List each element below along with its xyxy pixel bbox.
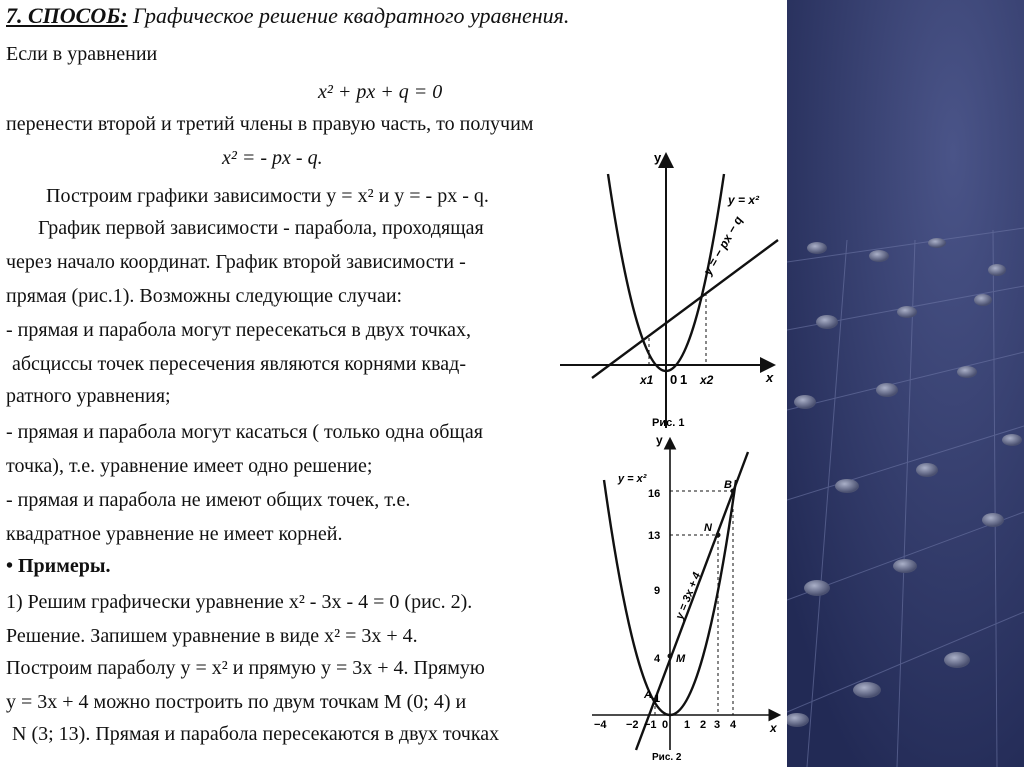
point-B-label: B (724, 479, 732, 491)
x-tick-neg1: −1 (644, 719, 657, 731)
text-line: N (3; 13). Прямая и парабола пересекаются в двух точках (12, 723, 500, 745)
x-tick-3: 3 (714, 719, 721, 731)
point-N (716, 533, 721, 538)
line (592, 240, 778, 378)
x-axis-label: x (770, 721, 777, 735)
equation: x² = - px - q. (222, 147, 323, 169)
point-M (668, 654, 673, 659)
text-line: квадратное уравнение не имеет корней. (6, 523, 343, 545)
line-label: y = − px − q (700, 213, 746, 278)
examples-heading: • Примеры. (6, 555, 111, 577)
text-line: y = 3x + 4 можно построить по двум точкам M (0; 4) и (6, 691, 467, 713)
text-line: Построим параболу y = x² и прямую y = 3x + 4. Прямую (6, 657, 485, 679)
text-line: Построим графики зависимости у = х² и у = - рх - q. (46, 185, 489, 207)
origin-label: 0 (670, 372, 678, 387)
point-N-label: N (704, 522, 712, 534)
text-line: перенести второй и третий члены в правую часть, то получим (6, 113, 534, 135)
text-line: точка), т.е. уравнение имеет одно решение; (6, 455, 373, 477)
x-axis-label: x (766, 370, 774, 385)
y-tick-13: 13 (648, 530, 661, 542)
title-text: Графическое решение квадратного уравнения. (127, 3, 570, 28)
x-tick-4: 4 (730, 719, 737, 731)
equation: x² + px + q = 0 (318, 81, 443, 103)
y-tick-4: 4 (654, 653, 661, 665)
x-tick-neg4: −4 (594, 719, 607, 731)
text-line: - прямая и парабола могут пересекаться в двух точках, (6, 319, 472, 341)
text-line: - прямая и парабола не имеют общих точек, т.е. (6, 489, 411, 511)
x-tick-1: 1 (684, 719, 691, 731)
text-line: ратного уравнения; (6, 385, 171, 407)
parabola-label: y = x² (728, 193, 760, 207)
text-line: 1) Решим графически уравнение x² - 3x - 4 = 0 (рис. 2). (6, 591, 473, 613)
y-tick-9: 9 (654, 585, 661, 597)
y-tick-1: 1 (654, 693, 661, 705)
point-M-label: M (676, 653, 686, 665)
text-line: прямая (рис.1). Возможны следующие случаи: (6, 285, 403, 307)
figure-2 (582, 430, 782, 767)
y-tick-16: 16 (648, 488, 661, 500)
text-line: Если в уравнении (6, 43, 158, 65)
x-tick-2: 2 (700, 719, 707, 731)
tick-1-label: 1 (680, 372, 688, 387)
y-axis-label: y (654, 150, 662, 165)
text-line: Решение. Запишем уравнение в виде x² = 3x + 4. (6, 625, 418, 647)
page-title (6, 4, 569, 28)
x-tick-0: 0 (662, 719, 669, 731)
text-line: через начало координат. График второй зависимости - (6, 251, 466, 273)
title-method: 7. СПОСОБ: (6, 3, 128, 28)
x2-label: x2 (700, 373, 714, 387)
x1-label: x1 (640, 373, 654, 387)
parabola-label: y = x² (618, 473, 647, 485)
figure-1 (560, 148, 780, 430)
point-A-label: A (644, 689, 652, 701)
text-line: График первой зависимости - парабола, проходящая (38, 217, 484, 239)
figure-2-caption: Рис. 2 (652, 752, 682, 763)
line-label: y = 3x + 4 (673, 570, 704, 622)
x-tick-neg2: −2 (626, 719, 639, 731)
y-axis-label: y (656, 433, 663, 447)
text-line: - прямая и парабола могут касаться ( только одна общая (6, 421, 483, 443)
text-line: абсциссы точек пересечения являются корнями квад- (12, 353, 467, 375)
figure-1-caption: Рис. 1 (652, 417, 685, 429)
background-decoration (787, 0, 1024, 767)
